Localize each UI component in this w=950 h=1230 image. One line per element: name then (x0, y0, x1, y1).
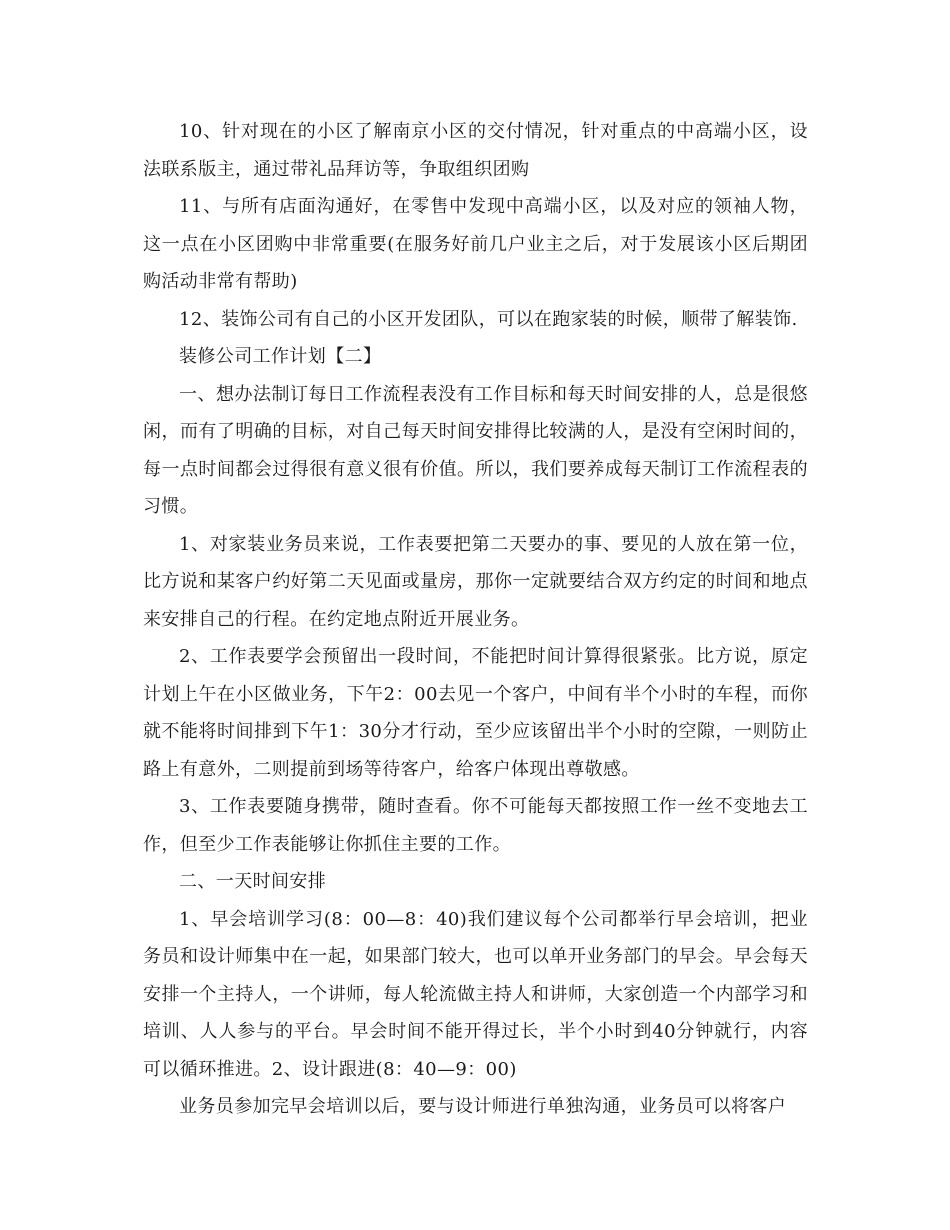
paragraph-item-12: 12、装饰公司有自己的小区开发团队，可以在跑家装的时候，顺带了解装饰. (179, 308, 798, 330)
paragraph-morning-training: 1、早会培训学习(8：00—8：40)我们建议每个公司都举行早会培训，把业务员和设计师集中在一起，如果部门较大，也可以单开业务部门的早会。早会每天安排一个主持人，一个讲师，每人轮流做主持人和讲师，大家创造一个内部学习和培训、人人参与的平台。早会时间不能开得过长，半个小时到40分钟就行，内容可以循环推进。2、设计跟进(8：40—9：00) (143, 908, 808, 1080)
paragraph-daily-workflow: 一、想办法制订每日工作流程表没有工作目标和每天时间安排的人，总是很悠闲，而有了明确的目标，对自己每天时间安排得比较满的人，是没有空闲时间的，每一点时间都会过得很有意义很有价值。所以，我们要养成每天制订工作流程表的习惯。 (143, 383, 808, 517)
paragraph-item-10: 10、针对现在的小区了解南京小区的交付情况，针对重点的中高端小区，设法联系版主，通过带礼品拜访等，争取组织团购 (143, 121, 808, 180)
paragraph-salesperson-followup: 业务员参加完早会培训以后，要与设计师进行单独沟通，业务员可以将客户 (179, 1096, 787, 1117)
section-heading-plan-two: 装修公司工作计划【二】 (179, 346, 382, 367)
paragraph-workflow-point-1: 1、对家装业务员来说，工作表要把第二天要办的事、要见的人放在第一位，比方说和某客户约好第二天见面或量房，那你一定就要结合双方约定的时间和地点来安排自己的行程。在约定地点附近开展业务。 (143, 533, 808, 630)
paragraph-workflow-point-3: 3、工作表要随身携带，随时查看。你不可能每天都按照工作一丝不变地去工作，但至少工作表能够让你抓住主要的工作。 (143, 796, 808, 855)
paragraph-workflow-point-2: 2、工作表要学会预留出一段时间，不能把时间计算得很紧张。比方说，原定计划上午在小区做业务，下午2：00去见一个客户，中间有半个小时的车程，而你就不能将时间排到下午1：30分才行动，至少应该留出半个小时的空隙，一则防止路上有意外，二则提前到场等待客户，给客户体现出尊敬感。 (143, 646, 808, 780)
paragraph-item-11: 11、与所有店面沟通好，在零售中发现中高端小区，以及对应的领袖人物，这一点在小区团购中非常重要(在服务好前几户业主之后，对于发展该小区后期团购活动非常有帮助) (143, 196, 808, 292)
section-heading-daily-schedule: 二、一天时间安排 (179, 871, 327, 892)
document-body (143, 113, 808, 1126)
